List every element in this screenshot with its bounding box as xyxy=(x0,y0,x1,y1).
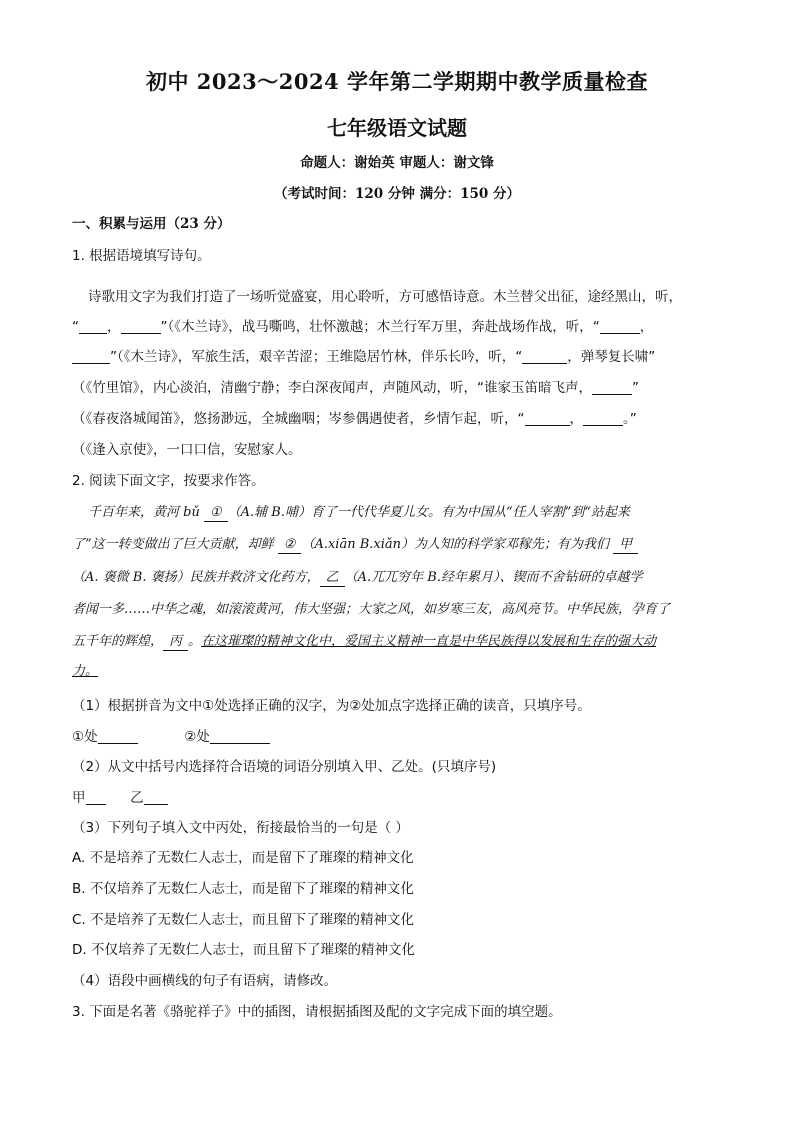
answer-blank[interactable] xyxy=(525,411,570,426)
answer-blank[interactable] xyxy=(210,729,270,744)
exam-title: 初中 2023～2024 学年第二学期期中教学质量检查 xyxy=(145,69,648,94)
blank-2[interactable]: ② xyxy=(278,537,302,554)
q1-paragraph-line: ”（《木兰诗》，军旅生活，艰辛苦涩；王维隐居竹林，伴乐长吟，听，“ ，弹琴复长啸” xyxy=(72,347,732,367)
blank-yi[interactable]: 乙 xyxy=(320,570,345,587)
q2-passage-line: 者闻一多……中华之魂，如滚滚黄河，伟大坚强；大家之风，如岁寒三友，高风亮节。中华民族，孕育了 xyxy=(72,602,671,617)
subquestion-2-answers: 甲 乙 xyxy=(72,788,732,808)
exam-info: （考试时间：120 分钟 满分：150 分） xyxy=(274,186,520,202)
blank-jia[interactable]: 甲 xyxy=(613,537,638,554)
underlined-sentence: 力。 xyxy=(72,664,99,679)
answer-blank[interactable] xyxy=(144,790,168,805)
option-b[interactable]: B. 不仅培养了无数仁人志士，而是留下了璀璨的精神文化 xyxy=(72,881,414,897)
question-3-stem: 3. 下面是名著《骆驼祥子》中的插图，请根据插图及配的文字完成下面的填空题。 xyxy=(72,1004,562,1020)
subquestion-4: （4）语段中画横线的句子有语病，请修改。 xyxy=(72,973,338,989)
blank-1[interactable]: ① xyxy=(204,505,228,522)
q1-paragraph-line: （《春夜洛城闻笛》，悠扬渺远，全城幽咽；岑参偶遇使者，乡情乍起，听，“ ， 。” xyxy=(72,411,637,427)
q2-passage-line: 五千年的辉煌， 丙 。在这璀璨的精神文化中，爱国主义精神一直是中华民族得以发展和生存的强大动 xyxy=(72,634,657,649)
subquestion-2: （2）从文中括号内选择符合语境的词语分别填入甲、乙处。(只填序号) xyxy=(72,759,497,775)
q2-passage-line xyxy=(72,662,732,682)
subquestion-3: （3）下列句子填入文中丙处，衔接最恰当的一句是（ ） xyxy=(72,820,409,836)
q1-paragraph-line: “ ， ”（《木兰诗》，战马嘶鸣，壮怀激越；木兰行军万里，奔赴战场作战，听，“ ， xyxy=(72,319,654,335)
blank-bing[interactable]: 丙 xyxy=(163,634,188,651)
answer-blank[interactable] xyxy=(86,790,106,805)
underlined-sentence: 在这璀璨的精神文化中，爱国主义精神一直是中华民族得以发展和生存的强大动 xyxy=(201,634,657,649)
q1-paragraph-line: （《逢入京使》，一口口信，安慰家人。 xyxy=(72,442,302,458)
answer-blank[interactable] xyxy=(600,319,640,334)
option-c[interactable]: C. 不是培养了无数仁人志士，而且留下了璀璨的精神文化 xyxy=(72,912,415,928)
q1-paragraph-line: （《竹里馆》，内心淡泊，清幽宁静；李白深夜闻声，声随风动，听，“谁家玉笛暗飞声， ” xyxy=(72,380,639,396)
answer-blank[interactable] xyxy=(72,349,110,364)
answer-blank[interactable] xyxy=(583,411,623,426)
subquestion-1-answers: ①处 ②处 xyxy=(72,727,732,747)
subquestion-1: （1）根据拼音为文中①处选择正确的汉字，为②处加点字选择正确的读音，只填序号。 xyxy=(72,698,591,714)
q2-passage-line: （A. 褒微 B. 褒扬）民族并救济文化药方， 乙 （A.兀兀穷年 B.经年累月）、锲而不舍钻研的卓越学 xyxy=(72,570,643,585)
question-1-stem: 1. 根据语境填写诗句。 xyxy=(72,248,211,264)
answer-blank[interactable] xyxy=(98,729,138,744)
exam-setters: 命题人：谢始英 审题人：谢文锋 xyxy=(300,155,494,171)
answer-blank[interactable] xyxy=(121,319,161,334)
question-2-stem: 2. 阅读下面文字，按要求作答。 xyxy=(72,473,265,489)
exam-subtitle: 七年级语文试题 xyxy=(327,116,467,140)
answer-blank[interactable] xyxy=(79,319,107,334)
option-a[interactable]: A. 不是培养了无数仁人志士，而是留下了璀璨的精神文化 xyxy=(72,850,414,866)
q2-passage-line: 了”这一转变做出了巨大贡献，却鲜 ② （A.xiān B.xiǎn）为人知的科学家邓稼先；有为我们 甲 xyxy=(72,535,732,555)
option-d[interactable]: D. 不仅培养了无数仁人志士，而且留下了璀璨的精神文化 xyxy=(72,942,415,958)
q2-passage-line: 千百年来，黄河 bǔ ① （A.辅 B.哺）育了一代代华夏儿女。有为中国从“任人宰割”到“站起来 xyxy=(88,505,630,520)
section-heading: 一、积累与运用（23 分） xyxy=(72,216,231,232)
q1-paragraph-line: 诗歌用文字为我们打造了一场听觉盛宴，用心聆听，方可感悟诗意。木兰替父出征，途经黑山，听， xyxy=(88,289,682,305)
answer-blank[interactable] xyxy=(522,349,567,364)
answer-blank[interactable] xyxy=(592,380,632,395)
